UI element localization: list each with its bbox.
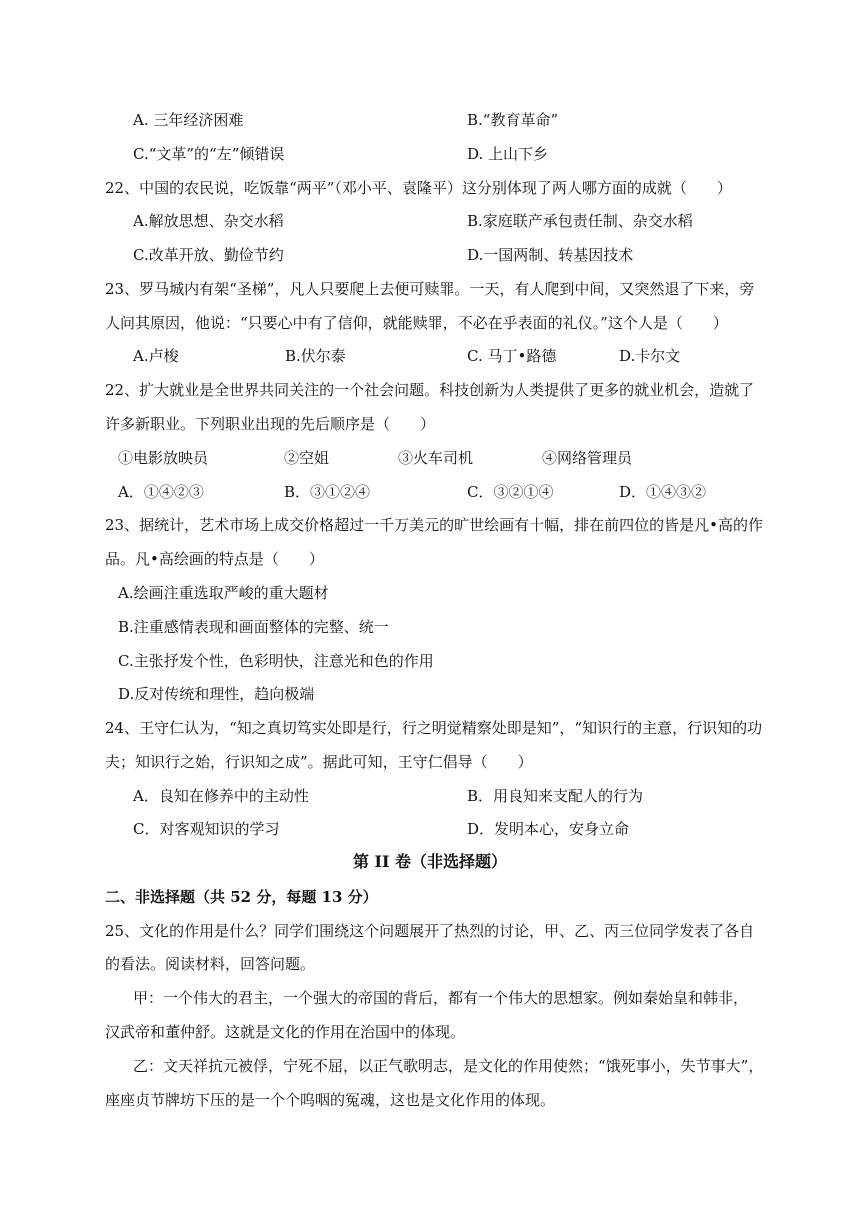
q23a-option-c: C. 马丁•路德 (467, 347, 557, 365)
q22b-item-2: ②空姐 (284, 449, 330, 467)
q22a-option-a: A.解放思想、杂交水稻 (133, 212, 284, 230)
q24-option-c: C．对客观知识的学习 (133, 820, 280, 838)
q25-stem-line1: 25、文化的作用是什么？同学们围绕这个问题展开了热烈的讨论，甲、乙、丙三位同学发表了各自 (105, 922, 755, 940)
q23b-option-c: C.主张抒发个性，色彩明快，注意光和色的作用 (118, 652, 434, 670)
q25-stem-line2: 的看法。阅读材料，回答问题。 (105, 955, 316, 973)
q23a-stem-line2: 人问其原因，他说：“只要心中有了信仰，就能赎罪，不必在乎表面的礼仪。”这个人是（ ） (105, 314, 728, 332)
q21-option-d: D. 上山下乡 (467, 145, 549, 163)
q23b-stem-line1: 23、据统计，艺术市场上成交价格超过一千万美元的旷世绘画有十幅，排在前四位的皆是凡•高的作 (105, 516, 763, 534)
q25-jia-line2: 汉武帝和董仲舒。这就是文化的作用在治国中的体现。 (105, 1023, 466, 1041)
q25-yi-line2: 座座贞节牌坊下压的是一个个呜咽的冤魂，这也是文化作用的体现。 (105, 1091, 556, 1109)
q24-stem-line2: 夫；知识行之始，行识知之成”。据此可知，王守仁倡导（ ） (105, 753, 533, 771)
q24-option-d: D．发明本心，安身立命 (467, 820, 630, 838)
q23b-option-b: B.注重感情表现和画面整体的完整、统一 (118, 618, 389, 636)
q24-stem-line1: 24、王守仁认为，“知之真切笃实处即是行，行之明觉精察处即是知”，“知识行的主意，行识知的功 (105, 719, 763, 737)
q22b-option-d: D．①④③② (619, 483, 707, 501)
q21-option-b: B.“教育革命” (467, 111, 559, 129)
q21-option-a: A. 三年经济困难 (133, 111, 244, 129)
q22b-item-1: ①电影放映员 (118, 449, 209, 467)
q22b-stem-line1: 22、扩大就业是全世界共同关注的一个社会问题。科技创新为人类提供了更多的就业机会，造就了 (105, 381, 755, 399)
section-heading: 二、非选择题（共 52 分，每题 13 分） (105, 888, 378, 906)
q22b-item-3: ③火车司机 (398, 449, 474, 467)
q23b-option-a: A.绘画注重选取严峻的重大题材 (118, 584, 329, 602)
q23a-option-b: B.伏尔泰 (285, 347, 346, 365)
q25-jia-line1: 甲：一个伟大的君主，一个强大的帝国的背后，都有一个伟大的思想家。例如秦始皇和韩非， (133, 989, 749, 1007)
q23a-option-a: A.卢梭 (133, 347, 179, 365)
q23b-stem-line2: 品。凡•高绘画的特点是（ ） (105, 550, 324, 568)
q22a-stem: 22、中国的农民说，吃饭靠“两平”（邓小平、袁隆平）这分别体现了两人哪方面的成就（ ） (105, 179, 732, 197)
q22a-option-c: C.改革开放、勤俭节约 (133, 246, 284, 264)
q22b-stem-line2: 许多新职业。下列职业出现的先后顺序是（ ） (105, 415, 436, 433)
q22a-option-b: B.家庭联产承包责任制、杂交水稻 (467, 212, 693, 230)
q23b-option-d: D.反对传统和理性，趋向极端 (118, 685, 315, 703)
q23a-stem-line1: 23、罗马城内有架“圣梯”，凡人只要爬上去便可赎罪。一天，有人爬到中间，又突然退了下来，旁 (105, 280, 755, 298)
q24-option-a: A．良知在修养中的主动性 (133, 787, 309, 805)
q22b-option-c: C．③②①④ (467, 483, 554, 501)
q23a-option-d: D.卡尔文 (619, 347, 681, 365)
q22b-option-a: A．①④②③ (118, 483, 204, 501)
q24-option-b: B．用良知来支配人的行为 (467, 787, 644, 805)
q25-yi-line1: 乙：文天祥抗元被俘，宁死不屈，以正气歌明志，是文化的作用使然；“饿死事小，失节事大”， (133, 1057, 764, 1075)
q21-option-c: C.“文革”的“左”倾错误 (133, 145, 285, 163)
q22a-option-d: D.一国两制、转基因技术 (467, 246, 634, 264)
section-title: 第 II 卷（非选择题） (352, 852, 508, 871)
q22b-option-b: B．③①②④ (284, 483, 371, 501)
q22b-item-4: ④网络管理员 (542, 449, 633, 467)
